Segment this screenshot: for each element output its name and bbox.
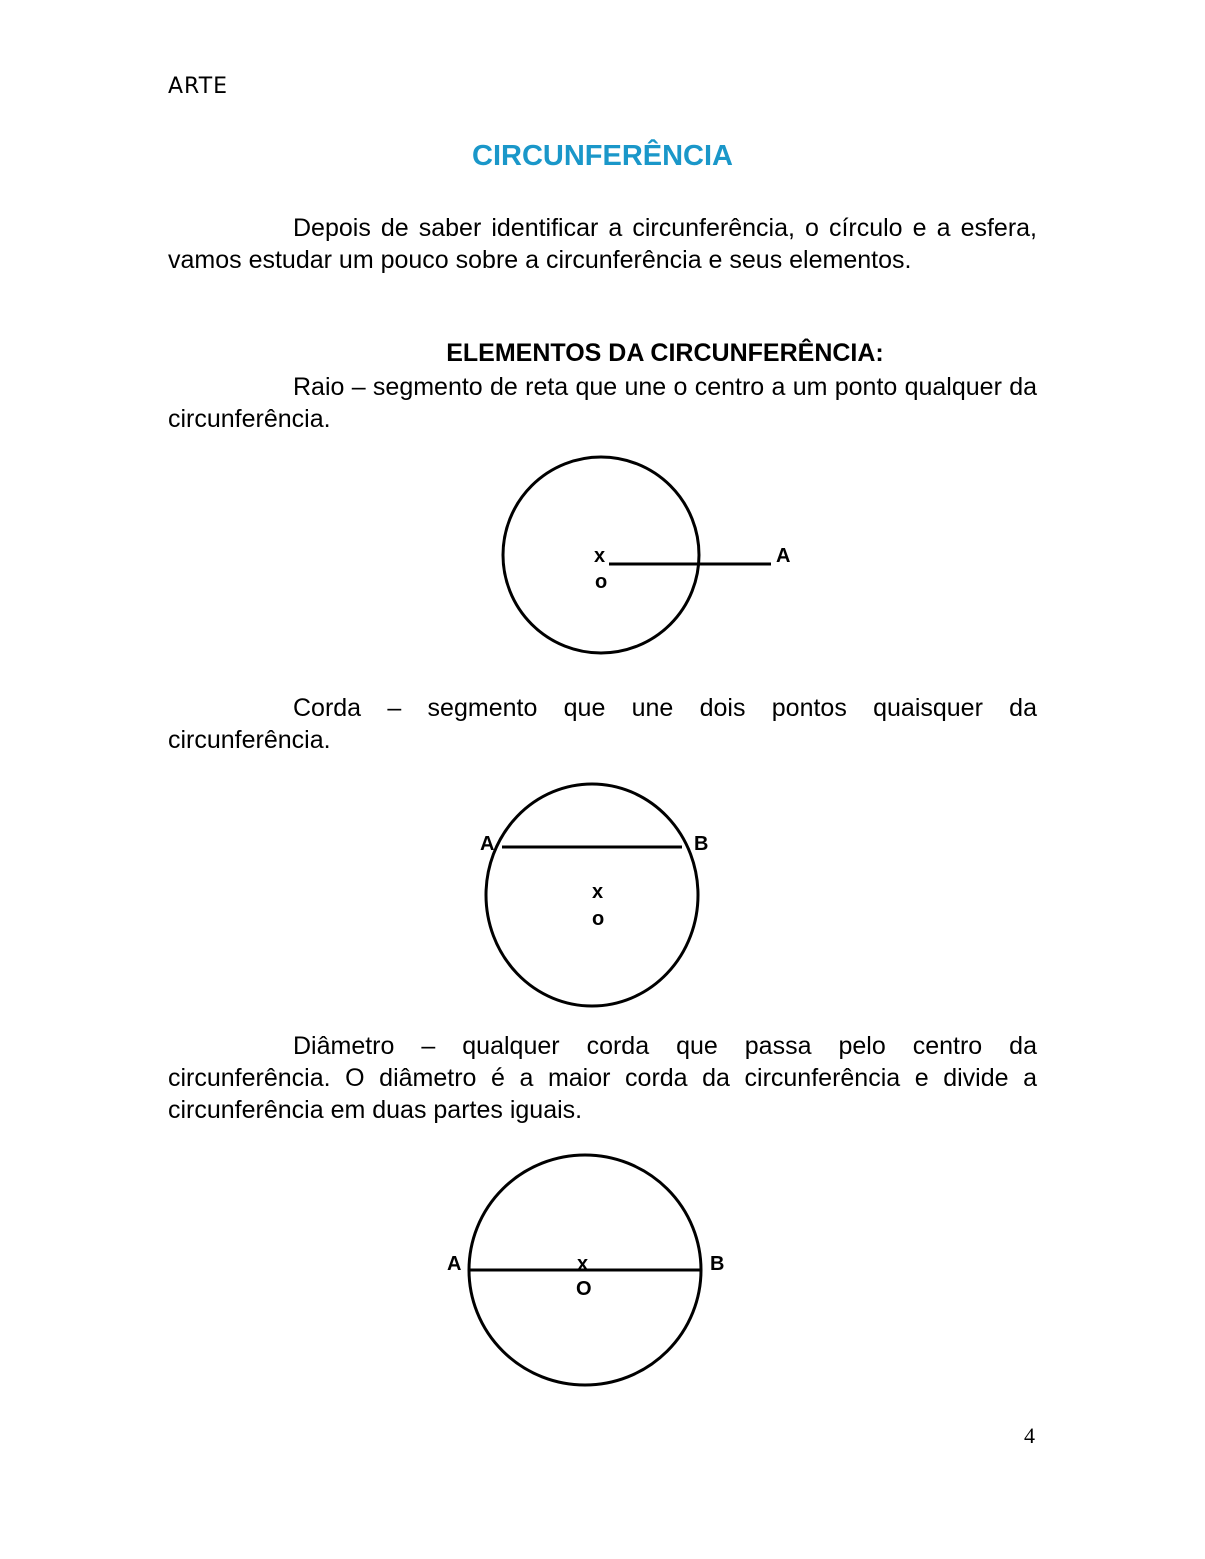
- corda-point-a-label: A: [480, 833, 495, 855]
- corda-center-mark: x: [592, 881, 604, 903]
- diametro-center-mark: x: [577, 1253, 589, 1275]
- diametro-center-label: O: [576, 1278, 592, 1300]
- corda-center-label: o: [592, 908, 605, 930]
- raio-center-label: o: [595, 571, 608, 593]
- corda-point-b-label: B: [694, 833, 709, 855]
- diametro-point-a-label: A: [447, 1253, 462, 1275]
- diametro-point-b-label: B: [710, 1253, 725, 1275]
- raio-center-mark: x: [594, 545, 606, 567]
- raio-definition: Raio – segmento de reta que une o centro a um ponto qualquer da circunferência.: [168, 373, 1037, 433]
- intro-paragraph: Depois de saber identificar a circunferência, o círculo e a esfera, vamos estudar um pouco sobre a circunferência e seus elementos.: [168, 214, 1037, 274]
- diametro-definition: Diâmetro – qualquer corda que passa pelo centro da circunferência. O diâmetro é a maior corda da circunferência e divide a circunferência em duas partes iguais.: [168, 1032, 1037, 1124]
- corda-definition: Corda – segmento que une dois pontos quaisquer da circunferência.: [168, 694, 1037, 754]
- header-subject: ARTE: [168, 74, 229, 99]
- page-number: 4: [1024, 1423, 1035, 1448]
- page-title: CIRCUNFERÊNCIA: [472, 140, 733, 172]
- raio-point-a-label: A: [776, 545, 791, 567]
- elements-heading: ELEMENTOS DA CIRCUNFERÊNCIA:: [446, 339, 884, 367]
